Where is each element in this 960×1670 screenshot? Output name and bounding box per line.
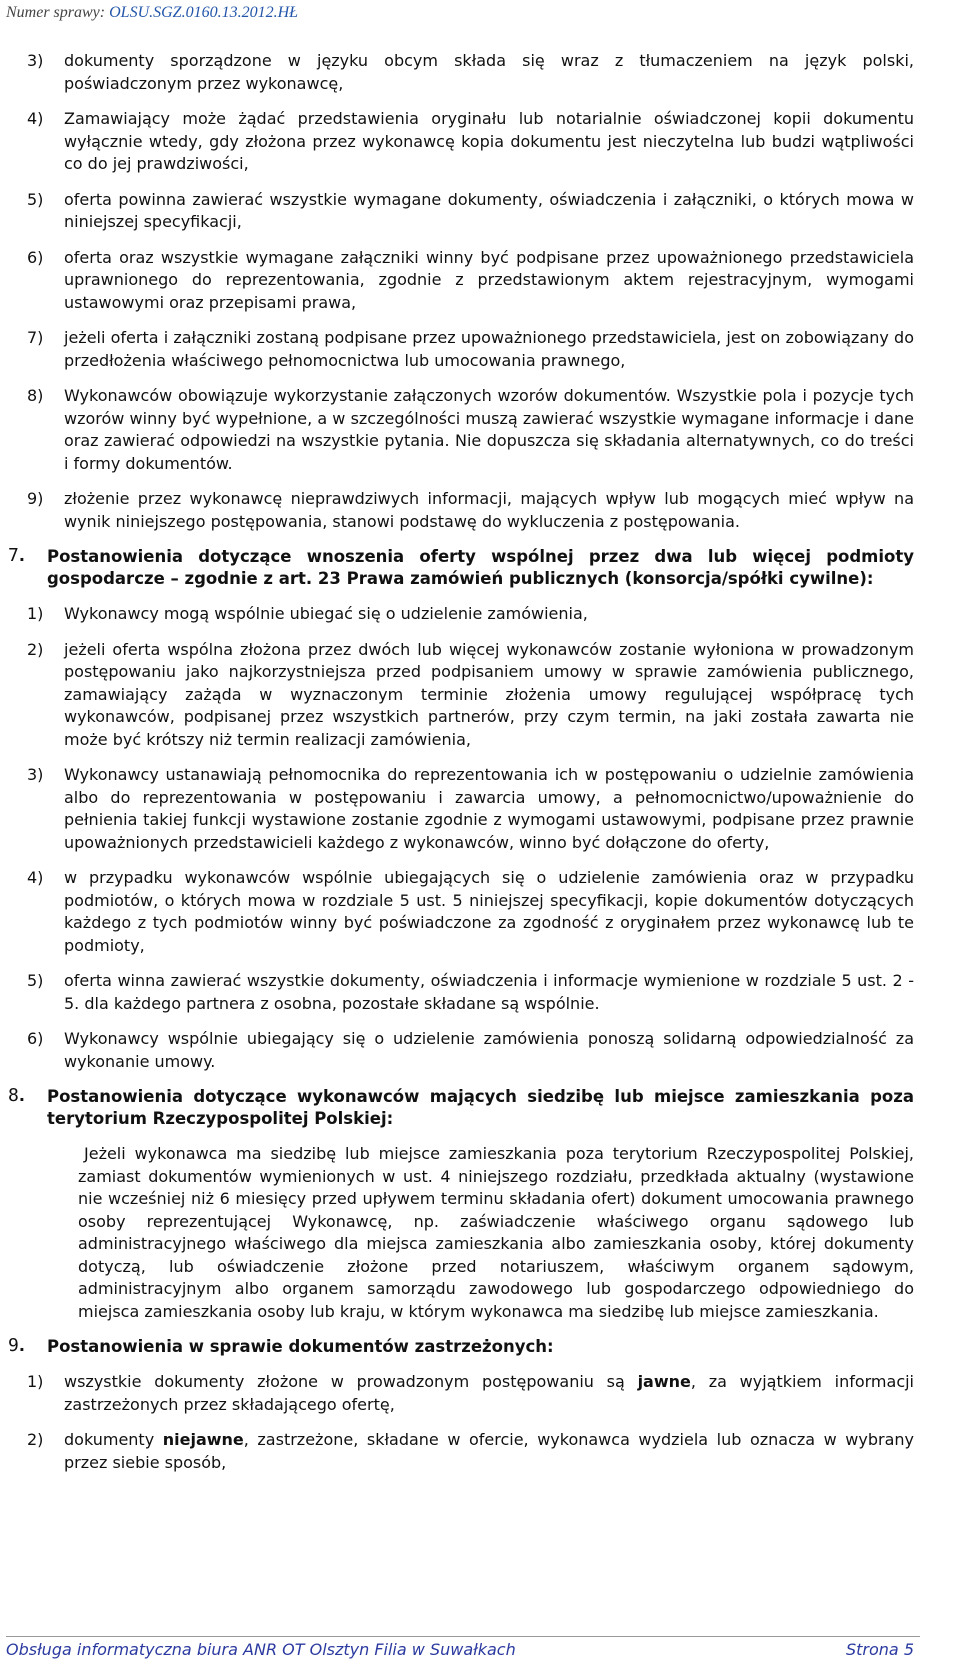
section-title: Postanowienia dotyczące wykonawców mających siedzibę lub miejsce zamieszkania poza terytorium Rzeczypospolitej Polskiej: [47,1087,914,1128]
section-heading-7: 7. Postanowienia dotyczące wnoszenia oferty wspólnej przez dwa lub więcej podmioty gospodarcze – zgodnie z art. 23 Prawa zamówień publicznych (konsorcja/spółki cywilne): [8,545,914,588]
section-heading-9: 9. Postanowienia w sprawie dokumentów zastrzeżonych: [8,1335,554,1356]
page-number: Strona 5 [845,1640,914,1659]
footer-left: Obsługa informatyczna biura ANR OT Olsztyn Filia w Suwałkach [6,1640,516,1659]
list-item: 2) jeżeli oferta wspólna złożona przez dwóch lub więcej wykonawców zostanie wyłoniona w prowadzonym postępowaniu jako najkorzystniejsza przed podpisaniem umowy w sprawie zamówienia publicznego, zamawiający zażąda w wyznaczonym terminie złożenia umowy regulującej współpracę tych wykonawców, podpisanej przez wszystkich partnerów, przy czym termin, na jaki została zawarta nie może być krótszy niż termin realizacji zamówienia, [27,639,914,749]
list-item: 6) oferta oraz wszystkie wymagane załączniki winny być podpisane przez upoważnionego przedstawiciela uprawnionego do reprezentowania, zgodnie z przedstawionym aktem rejestracyjnym, wymogami ustawowymi oraz przepisami prawa, [27,247,914,312]
list-item: 3) dokumenty sporządzone w języku obcym składa się wraz z tłumaczeniem na język polski, poświadczonym przez wykonawcę, [27,51,914,93]
list-items-a [0,50,960,533]
section-number: 7 [8,545,19,566]
list-item: 5) oferta winna zawierać wszystkie dokumenty, oświadczenia i informacje wymienione w rozdziale 5 ust. 2 - 5. dla każdego partnera z osobna, pozostałe składane są wspólnie. [27,971,914,1013]
section-7-items [0,603,960,1073]
list-item: 4) w przypadku wykonawców wspólnie ubiegających się o udzielenie zamówienia oraz w przypadku podmiotów, o których mowa w rozdziale 5 ust. 5 niniejszej specyfikacji, kopie dokumentów dotyczących każdego z tych podmiotów winny być poświadczone za zgodność z oryginałem przez wykonawcę lub te podmioty, [27,868,914,955]
case-number: OLSU.SGZ.0160.13.2012.HŁ [109,4,299,21]
page-footer [6,1640,914,1659]
page-header [6,4,298,22]
list-item: 3) Wykonawcy ustanawiają pełnomocnika do reprezentowania ich w postępowaniu o udzielnie zamówienia albo do reprezentowania w postępowaniu i zawarcia umowy, a pełnomocnictwo/upoważnienie do pełnienia takiej funkcji wystawione zostanie zgodnie z wymogami ustawowymi, podpisane przez prawnie upoważnionych przedstawicieli każdego z wykonawców, winno być dołączone do oferty, [27,765,914,852]
list-item: 5) oferta powinna zawierać wszystkie wymagane dokumenty, oświadczenia i załączniki, o których mowa w niniejszej specyfikacji, [27,189,914,231]
list-item: 1) Wykonawcy mogą wspólnie ubiegać się o udzielenie zamówienia, [27,604,588,623]
footer-divider [6,1636,920,1637]
document-body [0,50,960,1487]
list-item: 1) wszystkie dokumenty złożone w prowadzonym postępowaniu są jawne, za wyjątkiem informacji zastrzeżonych przez składającego ofertę, [27,1372,915,1414]
section-title: Postanowienia w sprawie dokumentów zastrzeżonych: [47,1337,554,1356]
section-heading-8: 8. Postanowienia dotyczące wykonawców mających siedzibę lub miejsce zamieszkania poza terytorium Rzeczypospolitej Polskiej: [8,1085,914,1128]
section-number: 8 [8,1085,19,1106]
list-item: 9) złożenie przez wykonawcę nieprawdziwych informacji, mających wpływ lub mogących mieć wpływ na wynik niniejszego postępowania, stanowi podstawę do wykluczenia z postępowania. [27,489,914,531]
section-8-paragraph: Jeżeli wykonawca ma siedzibę lub miejsce zamieszkania poza terytorium Rzeczypospolitej Polskiej, zamiast dokumentów wymienionych w ust. 4 niniejszego rozdziału, przedkłada aktualny (wystawione nie wcześniej niż 6 miesięcy przed upływem terminu składania ofert) dokument umocowania prawnego osoby reprezentującej Wykonawcę, np. zaświadczenie właściwego organu sądowego lub administracyjnego właściwego dla miejsca zamieszkania albo zamieszkania osoby, której dokumenty dotyczą, lub oświadczenie złożone przed notariuszem, właściwym organem sądowym, administracyjnym albo organem samorządu zawodowego lub gospodarczego odpowiedniego do miejsca zamieszkania osoby lub kraju, w którym wykonawca ma siedzibę lub miejsce zamieszkania. [78,1144,914,1321]
list-item: 2) dokumenty niejawne, zastrzeżone, składane w ofercie, wykonawca wydziela lub oznacza w wybrany przez siebie sposób, [27,1430,914,1472]
list-item: 6) Wykonawcy wspólnie ubiegający się o udzielenie zamówienia ponoszą solidarną odpowiedzialność za wykonanie umowy. [27,1029,914,1071]
case-label: Numer sprawy: [6,4,110,21]
list-item: 4) Zamawiający może żądać przedstawienia oryginału lub notarialnie oświadczonej kopii dokumentu wyłącznie wtedy, gdy złożona przez wykonawcę kopia dokumentu jest nieczytelna lub budzi wątpliwości co do jej prawdziwości, [27,109,914,173]
list-item: 7) jeżeli oferta i załączniki zostaną podpisane przez upoważnionego przedstawiciela, jest on zobowiązany do przedłożenia właściwego pełnomocnictwa lub umocowania prawnego, [27,328,914,370]
section-number: 9 [8,1335,19,1356]
section-title: Postanowienia dotyczące wnoszenia oferty wspólnej przez dwa lub więcej podmioty gospodarcze – zgodnie z art. 23 Prawa zamówień publicznych (konsorcja/spółki cywilne): [47,547,914,588]
list-item: 8) Wykonawców obowiązuje wykorzystanie załączonych wzorów dokumentów. Wszystkie pola i pozycje tych wzorów winny być wypełnione, a w szczególności muszą zawierać wszystkie wymagane informacje i dane oraz zawierać odpowiedzi na wszystkie pytania. Nie dopuszcza się składania alternatywnych, co do treści i formy dokumentów. [27,386,914,473]
